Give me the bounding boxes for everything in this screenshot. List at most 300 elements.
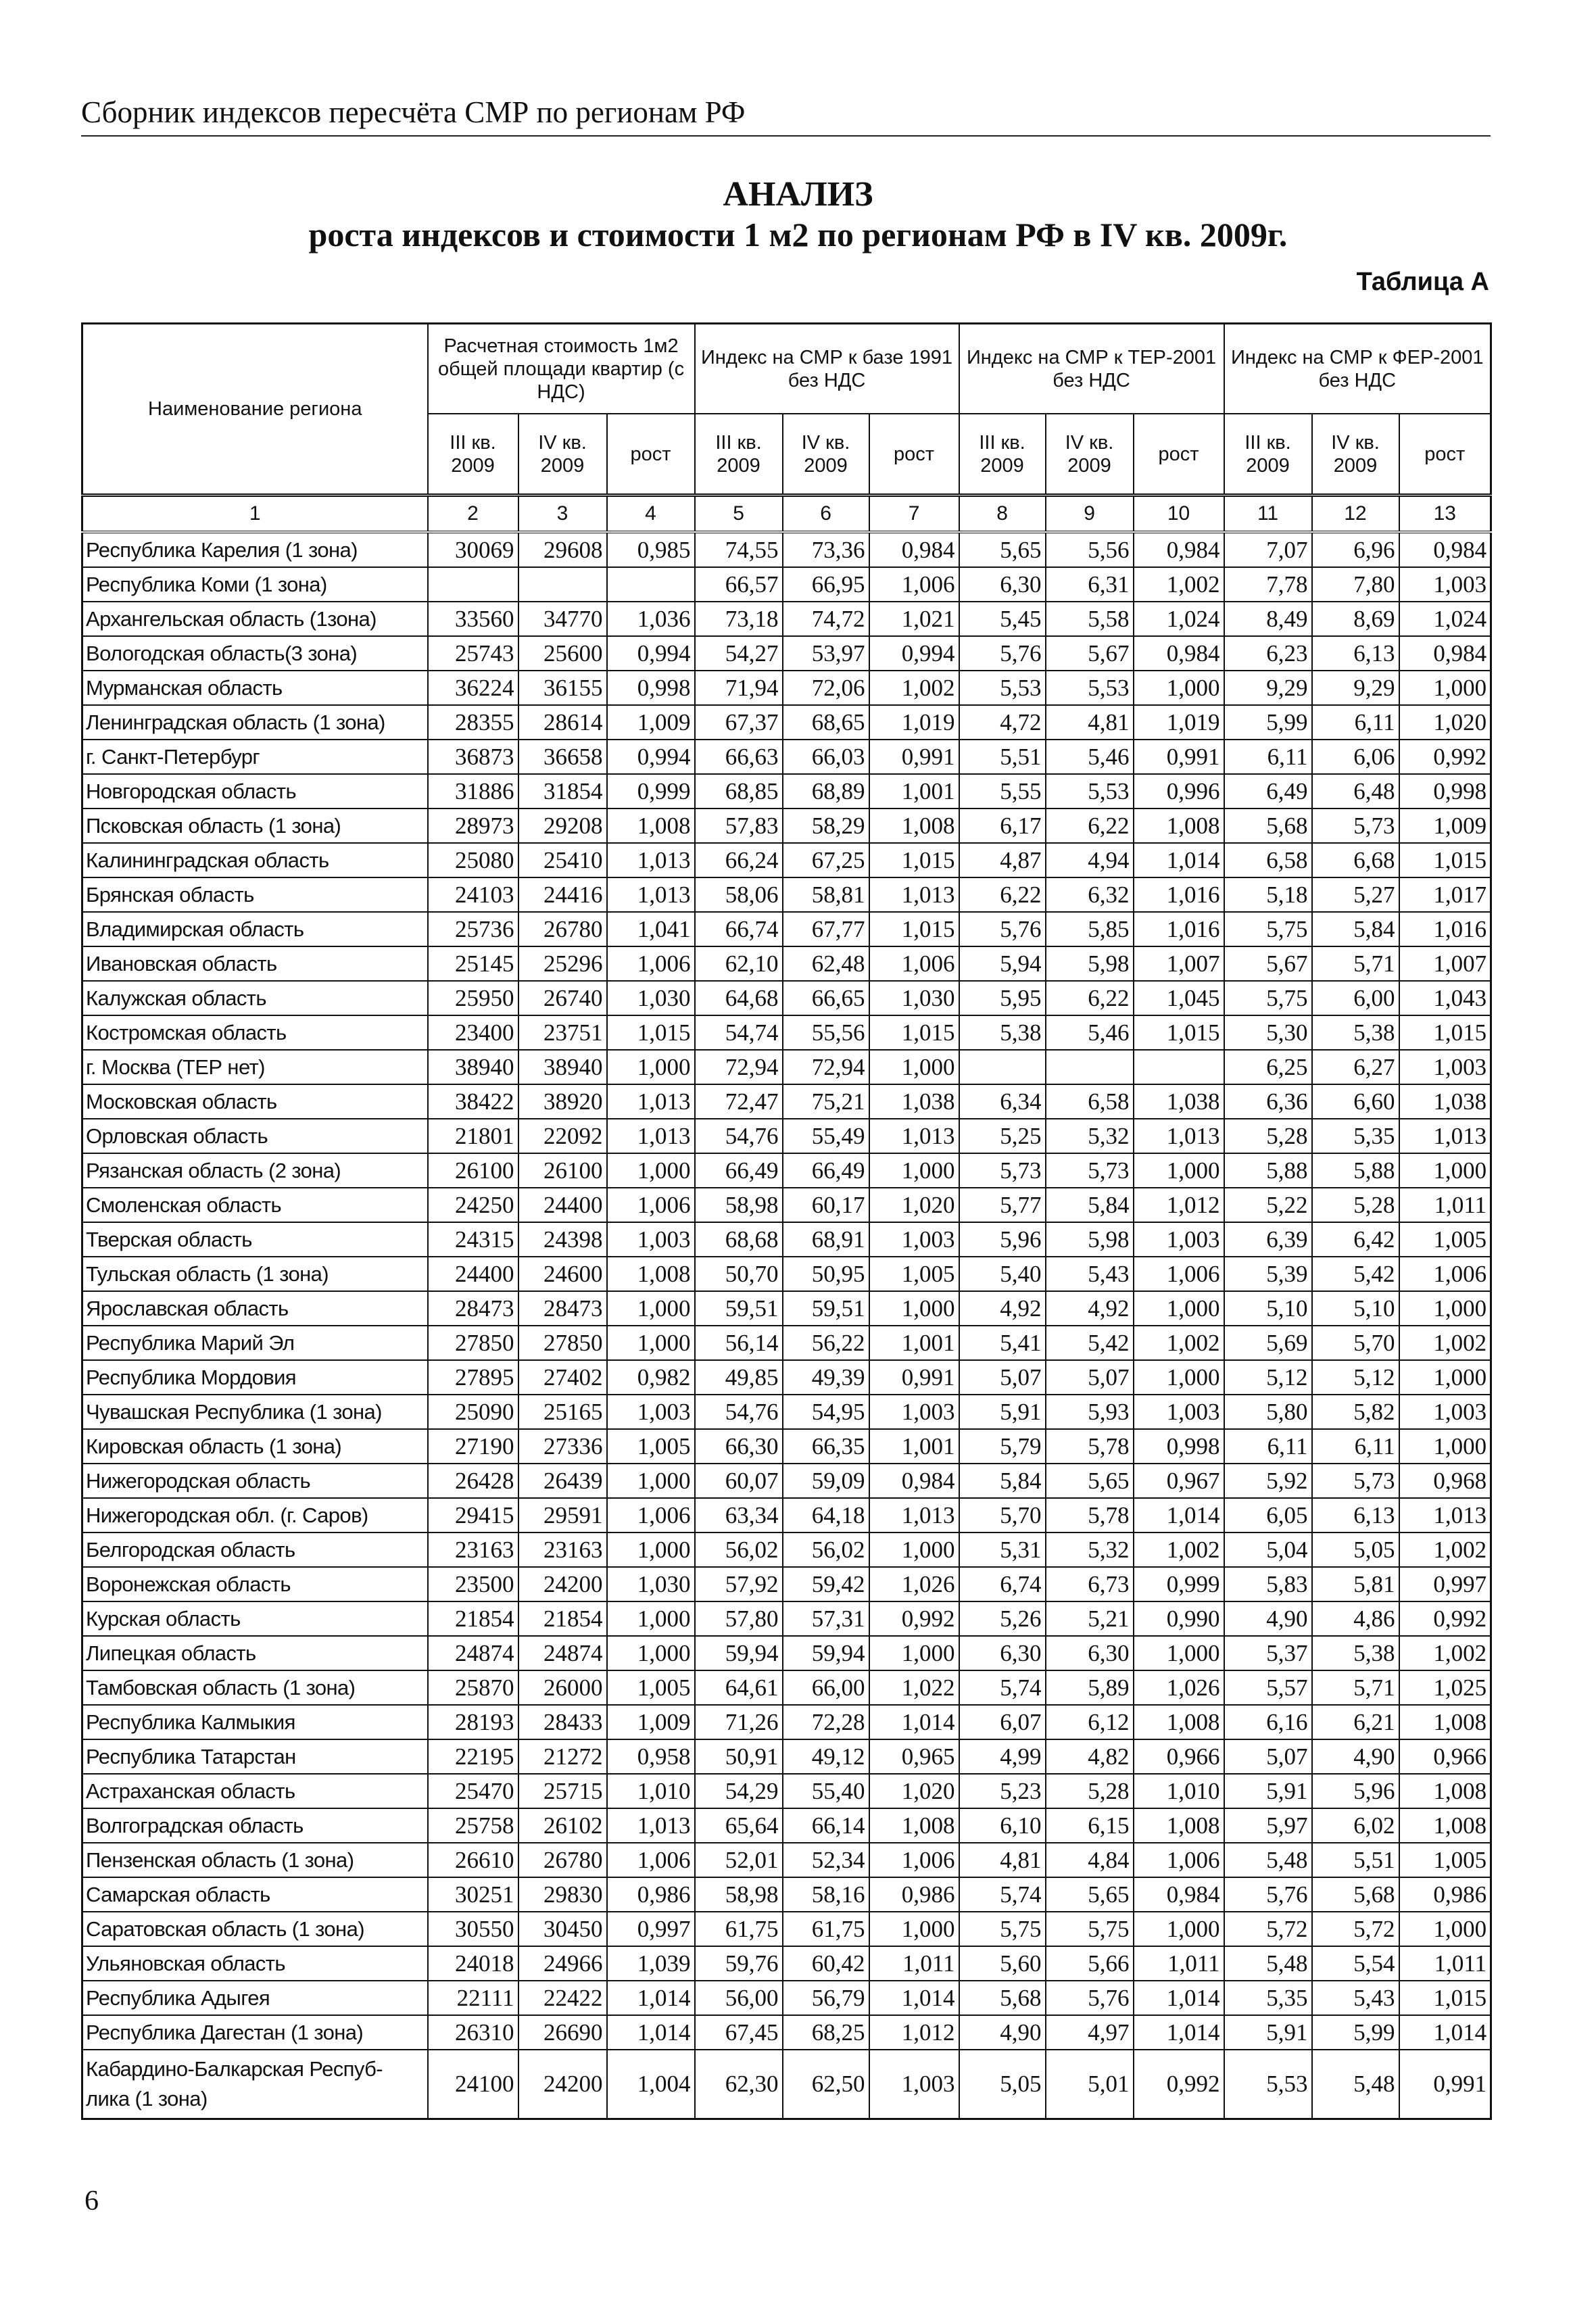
value-cell: 1,003 (1134, 1395, 1224, 1429)
value-cell: 63,34 (695, 1498, 783, 1533)
value-cell: 5,71 (1312, 1670, 1399, 1705)
value-cell: 5,74 (959, 1877, 1046, 1912)
value-cell: 4,82 (1046, 1739, 1134, 1774)
value-cell: 1,005 (1399, 1843, 1491, 1877)
value-cell: 1,009 (1399, 809, 1491, 843)
value-cell: 57,31 (783, 1601, 869, 1636)
value-cell: 0,997 (1399, 1567, 1491, 1601)
value-cell: 1,013 (607, 1119, 695, 1153)
value-cell: 5,72 (1312, 1912, 1399, 1946)
value-cell: 59,94 (783, 1636, 869, 1670)
value-cell: 67,37 (695, 705, 783, 740)
value-cell: 1,001 (869, 1429, 959, 1464)
value-cell: 1,000 (1134, 1912, 1224, 1946)
value-cell: 0,984 (1399, 636, 1491, 671)
value-cell: 57,80 (695, 1601, 783, 1636)
value-cell: 1,038 (1399, 1084, 1491, 1119)
value-cell: 5,57 (1224, 1670, 1312, 1705)
value-cell: 5,04 (1224, 1533, 1312, 1567)
region-name-cell: Республика Марий Эл (82, 1326, 428, 1360)
value-cell: 59,76 (695, 1946, 783, 1981)
value-cell: 1,013 (607, 1084, 695, 1119)
value-cell: 1,000 (869, 1912, 959, 1946)
value-cell: 4,92 (959, 1291, 1046, 1326)
value-cell: 22422 (518, 1981, 607, 2015)
value-cell: 60,17 (783, 1188, 869, 1222)
value-cell: 1,000 (607, 1153, 695, 1188)
region-name-cell: Московская область (82, 1084, 428, 1119)
value-cell: 5,21 (1046, 1601, 1134, 1636)
value-cell: 8,69 (1312, 602, 1399, 636)
value-cell: 1,000 (869, 1533, 959, 1567)
value-cell: 58,81 (783, 877, 869, 912)
table-row (82, 671, 1491, 705)
value-cell: 5,60 (959, 1946, 1046, 1981)
value-cell: 1,014 (1134, 843, 1224, 877)
value-cell: 6,96 (1312, 532, 1399, 567)
value-cell: 1,010 (607, 1774, 695, 1808)
value-cell: 6,11 (1312, 705, 1399, 740)
value-cell: 66,65 (783, 981, 869, 1015)
table-row (82, 1360, 1491, 1395)
value-cell: 5,28 (1224, 1119, 1312, 1153)
value-cell: 5,81 (1312, 1567, 1399, 1601)
value-cell: 5,53 (959, 671, 1046, 705)
value-cell: 5,71 (1312, 946, 1399, 981)
value-cell: 5,35 (1224, 1981, 1312, 2015)
value-cell: 5,48 (1312, 2050, 1399, 2119)
table-row (82, 532, 1491, 567)
value-cell: 7,80 (1312, 567, 1399, 602)
value-cell: 59,09 (783, 1464, 869, 1498)
group-header: Индекс на СМР к ТЕР-2001 без НДС (959, 324, 1224, 414)
value-cell: 72,06 (783, 671, 869, 705)
value-cell: 21801 (428, 1119, 518, 1153)
value-cell: 1,005 (1399, 1222, 1491, 1257)
value-cell: 1,038 (1134, 1084, 1224, 1119)
value-cell: 6,58 (1224, 843, 1312, 877)
value-cell: 72,94 (783, 1050, 869, 1084)
value-cell: 24398 (518, 1222, 607, 1257)
value-cell: 5,69 (1224, 1326, 1312, 1360)
column-number: 1 (82, 496, 428, 533)
value-cell: 1,015 (607, 1015, 695, 1050)
value-cell: 4,90 (959, 2015, 1046, 2050)
value-cell: 1,002 (1399, 1326, 1491, 1360)
value-cell: 66,30 (695, 1429, 783, 1464)
value-cell: 65,64 (695, 1808, 783, 1843)
value-cell: 59,51 (783, 1291, 869, 1326)
value-cell (518, 567, 607, 602)
value-cell: 33560 (428, 602, 518, 636)
value-cell: 5,31 (959, 1533, 1046, 1567)
value-cell: 26102 (518, 1808, 607, 1843)
value-cell: 5,68 (959, 1981, 1046, 2015)
value-cell: 1,003 (1399, 567, 1491, 602)
value-cell: 64,18 (783, 1498, 869, 1533)
value-cell: 74,55 (695, 532, 783, 567)
table-row (82, 1808, 1491, 1843)
region-name-cell: Тульская область (1 зона) (82, 1257, 428, 1291)
document-title: АНАЛИЗ (723, 175, 873, 214)
value-cell: 5,96 (959, 1222, 1046, 1257)
column-number-row (82, 496, 1491, 533)
value-cell: 73,18 (695, 602, 783, 636)
value-cell: 5,96 (1312, 1774, 1399, 1808)
region-name-cell: г. Москва (ТЕР нет) (82, 1050, 428, 1084)
value-cell: 52,01 (695, 1843, 783, 1877)
value-cell: 27336 (518, 1429, 607, 1464)
value-cell: 1,014 (1134, 1981, 1224, 2015)
value-cell: 36155 (518, 671, 607, 705)
value-cell: 6,74 (959, 1567, 1046, 1601)
table-row (82, 1119, 1491, 1153)
value-cell: 29830 (518, 1877, 607, 1912)
value-cell: 26780 (518, 912, 607, 946)
value-cell: 61,75 (783, 1912, 869, 1946)
value-cell: 5,85 (1046, 912, 1134, 946)
region-name-cell: Республика Карелия (1 зона) (82, 532, 428, 567)
value-cell: 5,39 (1224, 1257, 1312, 1291)
value-cell: 5,42 (1046, 1326, 1134, 1360)
value-cell: 26100 (428, 1153, 518, 1188)
value-cell: 1,008 (869, 809, 959, 843)
value-cell: 0,998 (1134, 1429, 1224, 1464)
value-cell: 0,998 (1399, 774, 1491, 809)
value-cell: 1,014 (869, 1705, 959, 1739)
value-cell: 4,92 (1046, 1291, 1134, 1326)
value-cell: 1,000 (1134, 1291, 1224, 1326)
table-row (82, 1257, 1491, 1291)
value-cell: 38422 (428, 1084, 518, 1119)
value-cell: 6,32 (1046, 877, 1134, 912)
value-cell: 62,30 (695, 2050, 783, 2119)
region-name-cell: Кабардино-Балкарская Респуб-лика (1 зона) (82, 2050, 428, 2119)
value-cell: 1,015 (869, 912, 959, 946)
value-cell: 0,992 (1399, 1601, 1491, 1636)
region-name-cell: Владимирская область (82, 912, 428, 946)
value-cell: 57,92 (695, 1567, 783, 1601)
table-row (82, 1291, 1491, 1326)
value-cell: 68,68 (695, 1222, 783, 1257)
column-number: 3 (518, 496, 607, 533)
region-name-cell: Орловская область (82, 1119, 428, 1153)
value-cell: 5,46 (1046, 740, 1134, 774)
value-cell: 1,021 (869, 602, 959, 636)
value-cell: 4,81 (1046, 705, 1134, 740)
value-cell: 6,06 (1312, 740, 1399, 774)
value-cell: 5,73 (1046, 1153, 1134, 1188)
value-cell: 27402 (518, 1360, 607, 1395)
value-cell: 24250 (428, 1188, 518, 1222)
value-cell: 25950 (428, 981, 518, 1015)
column-number: 9 (1046, 496, 1134, 533)
value-cell: 1,022 (869, 1670, 959, 1705)
region-name-cell: Тверская область (82, 1222, 428, 1257)
value-cell: 1,024 (1399, 602, 1491, 636)
period-header: IV кв. 2009 (518, 414, 607, 496)
column-number: 4 (607, 496, 695, 533)
value-cell: 0,994 (607, 740, 695, 774)
value-cell: 0,984 (1134, 1877, 1224, 1912)
value-cell: 4,81 (959, 1843, 1046, 1877)
table-row (82, 2050, 1491, 2119)
value-cell: 71,94 (695, 671, 783, 705)
value-cell: 6,68 (1312, 843, 1399, 877)
value-cell: 5,75 (1046, 1912, 1134, 1946)
value-cell: 1,016 (1134, 912, 1224, 946)
value-cell: 1,011 (1134, 1946, 1224, 1981)
table-row (82, 1464, 1491, 1498)
value-cell: 25165 (518, 1395, 607, 1429)
value-cell: 5,25 (959, 1119, 1046, 1153)
value-cell: 72,28 (783, 1705, 869, 1739)
value-cell: 6,30 (1046, 1636, 1134, 1670)
value-cell: 24400 (518, 1188, 607, 1222)
value-cell: 1,006 (869, 567, 959, 602)
value-cell: 59,94 (695, 1636, 783, 1670)
value-cell: 5,51 (1312, 1843, 1399, 1877)
value-cell: 1,003 (1399, 1395, 1491, 1429)
value-cell: 1,002 (1134, 567, 1224, 602)
value-cell: 1,000 (607, 1291, 695, 1326)
table-row (82, 1981, 1491, 2015)
value-cell: 5,26 (959, 1601, 1046, 1636)
value-cell: 66,74 (695, 912, 783, 946)
value-cell: 71,26 (695, 1705, 783, 1739)
value-cell: 5,79 (959, 1429, 1046, 1464)
value-cell: 5,99 (1312, 2015, 1399, 2050)
value-cell: 6,73 (1046, 1567, 1134, 1601)
value-cell: 62,10 (695, 946, 783, 981)
value-cell: 66,24 (695, 843, 783, 877)
value-cell: 1,003 (869, 1395, 959, 1429)
value-cell: 0,984 (1134, 532, 1224, 567)
region-name-cell: Нижегородская область (82, 1464, 428, 1498)
value-cell: 24400 (428, 1257, 518, 1291)
region-name-cell: Кировская область (1 зона) (82, 1429, 428, 1464)
value-cell: 7,07 (1224, 532, 1312, 567)
value-cell: 5,89 (1046, 1670, 1134, 1705)
value-cell: 26740 (518, 981, 607, 1015)
value-cell: 56,00 (695, 1981, 783, 2015)
value-cell: 1,030 (607, 1567, 695, 1601)
value-cell: 6,25 (1224, 1050, 1312, 1084)
table-row (82, 2015, 1491, 2050)
value-cell: 5,48 (1224, 1843, 1312, 1877)
value-cell: 5,99 (1224, 705, 1312, 740)
value-cell: 1,014 (607, 1981, 695, 2015)
value-cell: 0,986 (1399, 1877, 1491, 1912)
value-cell: 5,65 (1046, 1877, 1134, 1912)
value-cell: 0,996 (1134, 774, 1224, 809)
value-cell: 5,32 (1046, 1533, 1134, 1567)
value-cell: 5,07 (1046, 1360, 1134, 1395)
value-cell: 54,29 (695, 1774, 783, 1808)
value-cell: 5,18 (1224, 877, 1312, 912)
value-cell: 6,10 (959, 1808, 1046, 1843)
value-cell: 25080 (428, 843, 518, 877)
table-row (82, 1222, 1491, 1257)
value-cell: 5,38 (1312, 1015, 1399, 1050)
value-cell: 1,043 (1399, 981, 1491, 1015)
table-row (82, 1601, 1491, 1636)
period-header: рост (607, 414, 695, 496)
value-cell: 1,038 (869, 1084, 959, 1119)
region-name-cell: Самарская область (82, 1877, 428, 1912)
value-cell: 1,007 (1134, 946, 1224, 981)
table-row (82, 774, 1491, 809)
value-cell: 5,30 (1224, 1015, 1312, 1050)
value-cell: 5,74 (959, 1670, 1046, 1705)
value-cell: 6,11 (1312, 1429, 1399, 1464)
table-row (82, 1670, 1491, 1705)
value-cell: 1,007 (1399, 946, 1491, 981)
value-cell: 1,045 (1134, 981, 1224, 1015)
value-cell: 5,94 (959, 946, 1046, 981)
value-cell: 25410 (518, 843, 607, 877)
value-cell: 38940 (518, 1050, 607, 1084)
value-cell: 38920 (518, 1084, 607, 1119)
value-cell: 67,25 (783, 843, 869, 877)
value-cell: 1,000 (1399, 1912, 1491, 1946)
value-cell: 6,21 (1312, 1705, 1399, 1739)
value-cell: 58,16 (783, 1877, 869, 1912)
value-cell: 30550 (428, 1912, 518, 1946)
value-cell: 72,94 (695, 1050, 783, 1084)
value-cell: 5,51 (959, 740, 1046, 774)
value-cell: 6,31 (1046, 567, 1134, 602)
column-number: 13 (1399, 496, 1491, 533)
value-cell: 0,990 (1134, 1601, 1224, 1636)
value-cell: 5,54 (1312, 1946, 1399, 1981)
value-cell: 1,011 (1399, 1188, 1491, 1222)
value-cell: 1,000 (1399, 1429, 1491, 1464)
value-cell: 1,008 (1134, 1808, 1224, 1843)
value-cell: 5,12 (1312, 1360, 1399, 1395)
value-cell: 4,97 (1046, 2015, 1134, 2050)
value-cell: 1,003 (869, 1222, 959, 1257)
value-cell: 1,013 (1134, 1119, 1224, 1153)
value-cell: 4,94 (1046, 843, 1134, 877)
region-name-cell: Калужская область (82, 981, 428, 1015)
value-cell: 52,34 (783, 1843, 869, 1877)
value-cell: 27850 (518, 1326, 607, 1360)
value-cell: 6,48 (1312, 774, 1399, 809)
value-cell: 0,984 (1399, 532, 1491, 567)
value-cell: 24874 (428, 1636, 518, 1670)
value-cell: 5,48 (1224, 1946, 1312, 1981)
value-cell: 49,12 (783, 1739, 869, 1774)
value-cell: 6,22 (1046, 981, 1134, 1015)
value-cell: 24315 (428, 1222, 518, 1257)
value-cell: 1,000 (1134, 671, 1224, 705)
value-cell: 6,11 (1224, 740, 1312, 774)
value-cell: 1,000 (1134, 1153, 1224, 1188)
value-cell: 1,014 (869, 1981, 959, 2015)
value-cell: 22111 (428, 1981, 518, 2015)
value-cell: 1,017 (1399, 877, 1491, 912)
value-cell: 1,002 (1399, 1533, 1491, 1567)
value-cell: 62,48 (783, 946, 869, 981)
value-cell: 23163 (428, 1533, 518, 1567)
value-cell: 25870 (428, 1670, 518, 1705)
value-cell: 21854 (518, 1601, 607, 1636)
value-cell: 6,30 (959, 1636, 1046, 1670)
value-cell: 5,98 (1046, 946, 1134, 981)
value-cell: 24103 (428, 877, 518, 912)
value-cell: 1,008 (869, 1808, 959, 1843)
value-cell: 54,76 (695, 1395, 783, 1429)
value-cell (607, 567, 695, 602)
table-row (82, 912, 1491, 946)
value-cell: 66,14 (783, 1808, 869, 1843)
value-cell: 5,78 (1046, 1429, 1134, 1464)
value-cell: 54,74 (695, 1015, 783, 1050)
region-name-cell: Липецкая область (82, 1636, 428, 1670)
value-cell: 5,70 (959, 1498, 1046, 1533)
value-cell: 1,006 (1134, 1843, 1224, 1877)
value-cell: 1,002 (869, 671, 959, 705)
period-header: рост (1134, 414, 1224, 496)
value-cell: 21854 (428, 1601, 518, 1636)
value-cell: 26780 (518, 1843, 607, 1877)
value-cell: 1,000 (1399, 1291, 1491, 1326)
value-cell: 5,75 (1224, 912, 1312, 946)
value-cell: 58,29 (783, 809, 869, 843)
value-cell: 5,42 (1312, 1257, 1399, 1291)
value-cell: 1,002 (1399, 1636, 1491, 1670)
value-cell: 5,28 (1312, 1188, 1399, 1222)
value-cell: 1,013 (869, 1119, 959, 1153)
value-cell: 73,36 (783, 532, 869, 567)
value-cell: 1,002 (1134, 1326, 1224, 1360)
value-cell: 1,008 (607, 809, 695, 843)
value-cell: 5,68 (1224, 809, 1312, 843)
value-cell: 1,006 (607, 1498, 695, 1533)
value-cell: 1,030 (869, 981, 959, 1015)
value-cell: 0,967 (1134, 1464, 1224, 1498)
value-cell: 1,012 (869, 2015, 959, 2050)
value-cell: 26428 (428, 1464, 518, 1498)
value-cell: 6,27 (1312, 1050, 1399, 1084)
value-cell: 5,75 (959, 1912, 1046, 1946)
period-header: IV кв. 2009 (783, 414, 869, 496)
region-name-cell: Саратовская область (1 зона) (82, 1912, 428, 1946)
value-cell: 5,88 (1224, 1153, 1312, 1188)
value-cell: 6,22 (959, 877, 1046, 912)
value-cell: 5,27 (1312, 877, 1399, 912)
value-cell: 25090 (428, 1395, 518, 1429)
value-cell: 1,014 (1134, 1498, 1224, 1533)
region-name-cell: Республика Мордовия (82, 1360, 428, 1395)
value-cell: 6,42 (1312, 1222, 1399, 1257)
value-cell: 0,991 (1134, 740, 1224, 774)
value-cell: 5,84 (959, 1464, 1046, 1498)
column-number: 12 (1312, 496, 1399, 533)
table-row (82, 1533, 1491, 1567)
value-cell: 22092 (518, 1119, 607, 1153)
region-column-header: Наименование региона (82, 324, 428, 496)
table-row (82, 946, 1491, 981)
value-cell: 28614 (518, 705, 607, 740)
table-row (82, 809, 1491, 843)
table-row (82, 981, 1491, 1015)
value-cell: 1,020 (869, 1188, 959, 1222)
value-cell: 60,07 (695, 1464, 783, 1498)
running-header: Сборник индексов пересчёта СМР по регионам РФ (81, 95, 746, 129)
value-cell: 60,42 (783, 1946, 869, 1981)
